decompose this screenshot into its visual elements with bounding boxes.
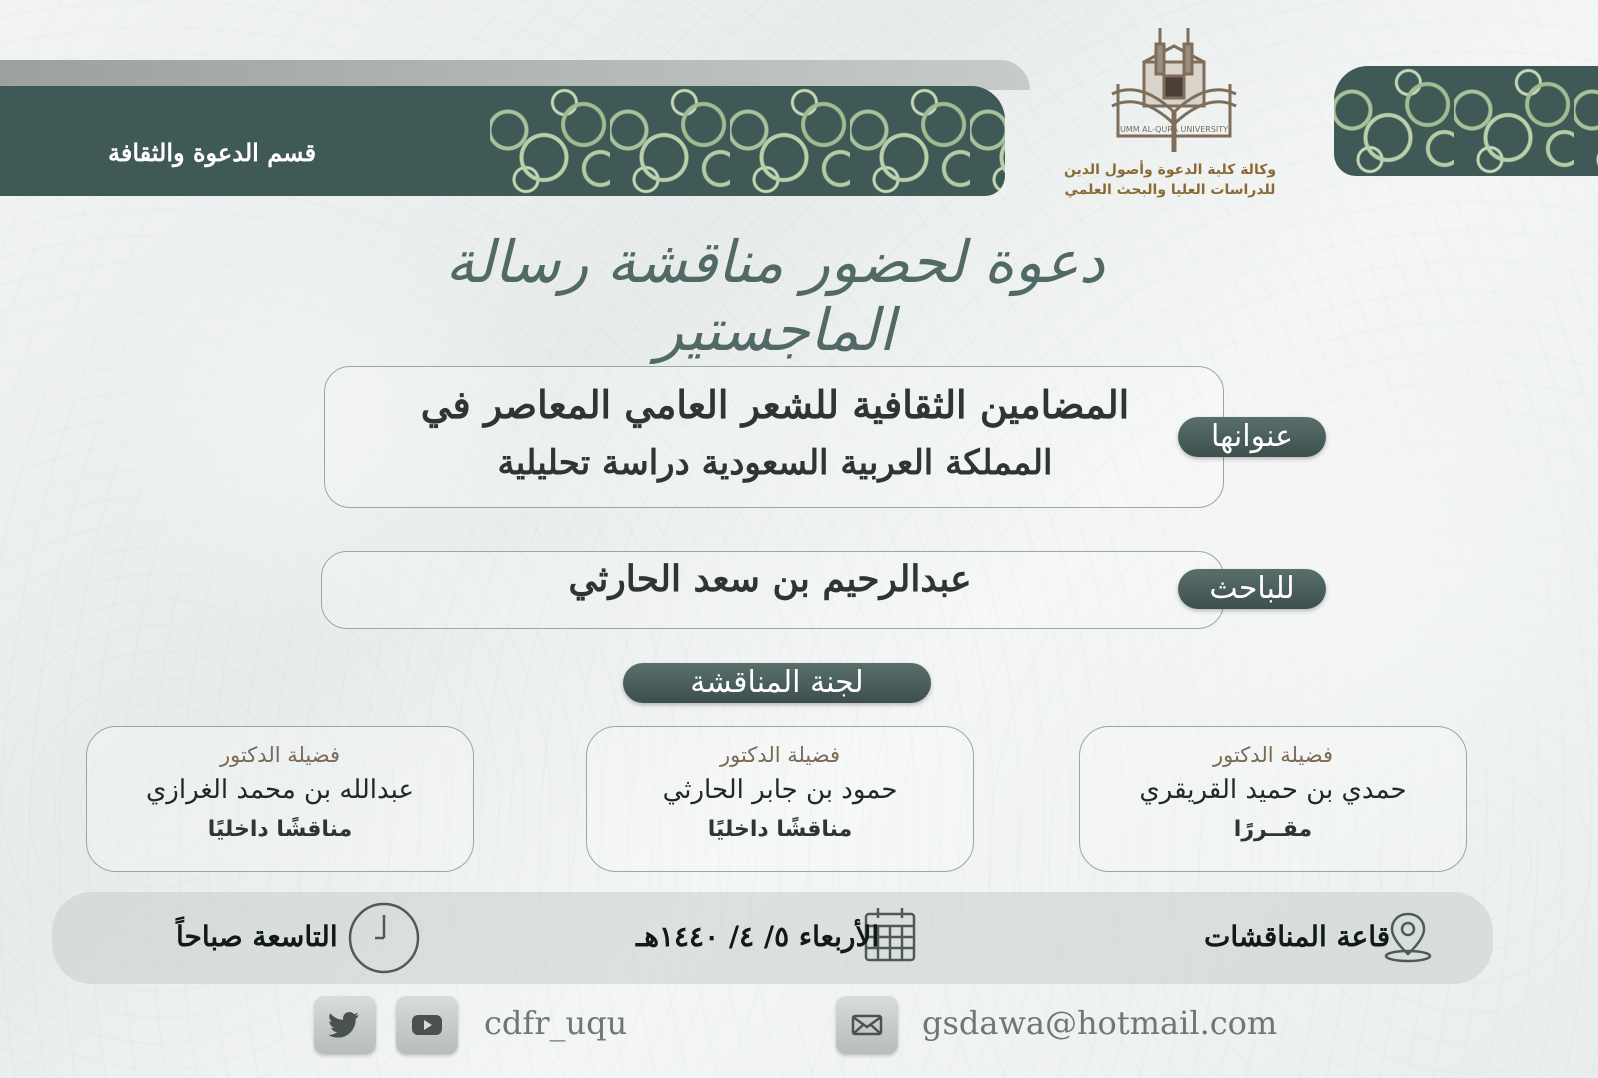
time-text: التاسعة صباحاً xyxy=(176,920,338,953)
header-banner-right xyxy=(1334,66,1598,176)
twitter-icon xyxy=(329,1010,361,1040)
researcher-label: للباحث xyxy=(1178,569,1326,609)
member-role: مقــررًا xyxy=(1233,817,1313,842)
youtube-button[interactable] xyxy=(396,996,458,1054)
email-address[interactable]: gsdawa@hotmail.com xyxy=(922,1004,1278,1042)
committee-member-card xyxy=(86,726,474,872)
email-button[interactable] xyxy=(836,996,898,1054)
committee-member-card xyxy=(586,726,974,872)
member-role: مناقشًا داخليًا xyxy=(707,817,853,842)
member-name: حمدي بن حميد القريقري xyxy=(1139,775,1407,805)
invitation-title: دعوة لحضور مناقشة رسالة الماجستير xyxy=(445,228,1105,364)
member-honorific: فضيلة الدكتور xyxy=(1212,743,1334,767)
header-banner-left xyxy=(0,60,1040,200)
researcher-name: عبدالرحيم بن سعد الحارثي xyxy=(568,558,972,600)
twitter-button[interactable] xyxy=(314,996,376,1054)
university-logo xyxy=(1100,24,1248,154)
committee-label: لجنة المناقشة xyxy=(623,663,931,703)
agency-line-2: للدراسات العليا والبحث العلمي xyxy=(1064,182,1276,198)
member-honorific: فضيلة الدكتور xyxy=(219,743,341,767)
member-name: عبدالله بن محمد الغرازي xyxy=(145,775,415,805)
member-name: حمود بن جابر الحارثي xyxy=(662,775,898,805)
agency-line-1: وكالة كلية الدعوة وأصول الدين xyxy=(1063,162,1277,178)
department-name: قسم الدعوة والثقافة xyxy=(108,138,317,167)
arabesque-ornament xyxy=(490,86,1005,196)
clock-icon xyxy=(345,901,423,975)
svg-text:UMM AL-QURA UNIVERSITY: UMM AL-QURA UNIVERSITY xyxy=(1119,125,1229,134)
thesis-title-line-1: المضامين الثقافية للشعر العامي المعاصر في xyxy=(420,382,1130,427)
youtube-icon xyxy=(411,1010,443,1040)
committee-member-card xyxy=(1079,726,1467,872)
member-honorific: فضيلة الدكتور xyxy=(719,743,841,767)
thesis-title-line-2: المملكة العربية السعودية دراسة تحليلية xyxy=(497,443,1053,483)
thesis-title xyxy=(350,374,1200,490)
envelope-icon xyxy=(851,1010,883,1040)
social-handle[interactable]: cdfr_uqu xyxy=(484,1004,628,1042)
date-text: الأربعاء ٥/ ٤/ ١٤٤٠هـ xyxy=(636,920,880,953)
location-text: قاعة المناقشات xyxy=(1204,920,1391,953)
arabesque-ornament xyxy=(1334,66,1598,176)
agency-name xyxy=(1040,160,1300,200)
thesis-label: عنوانها xyxy=(1178,417,1326,457)
member-role: مناقشًا داخليًا xyxy=(207,817,353,842)
